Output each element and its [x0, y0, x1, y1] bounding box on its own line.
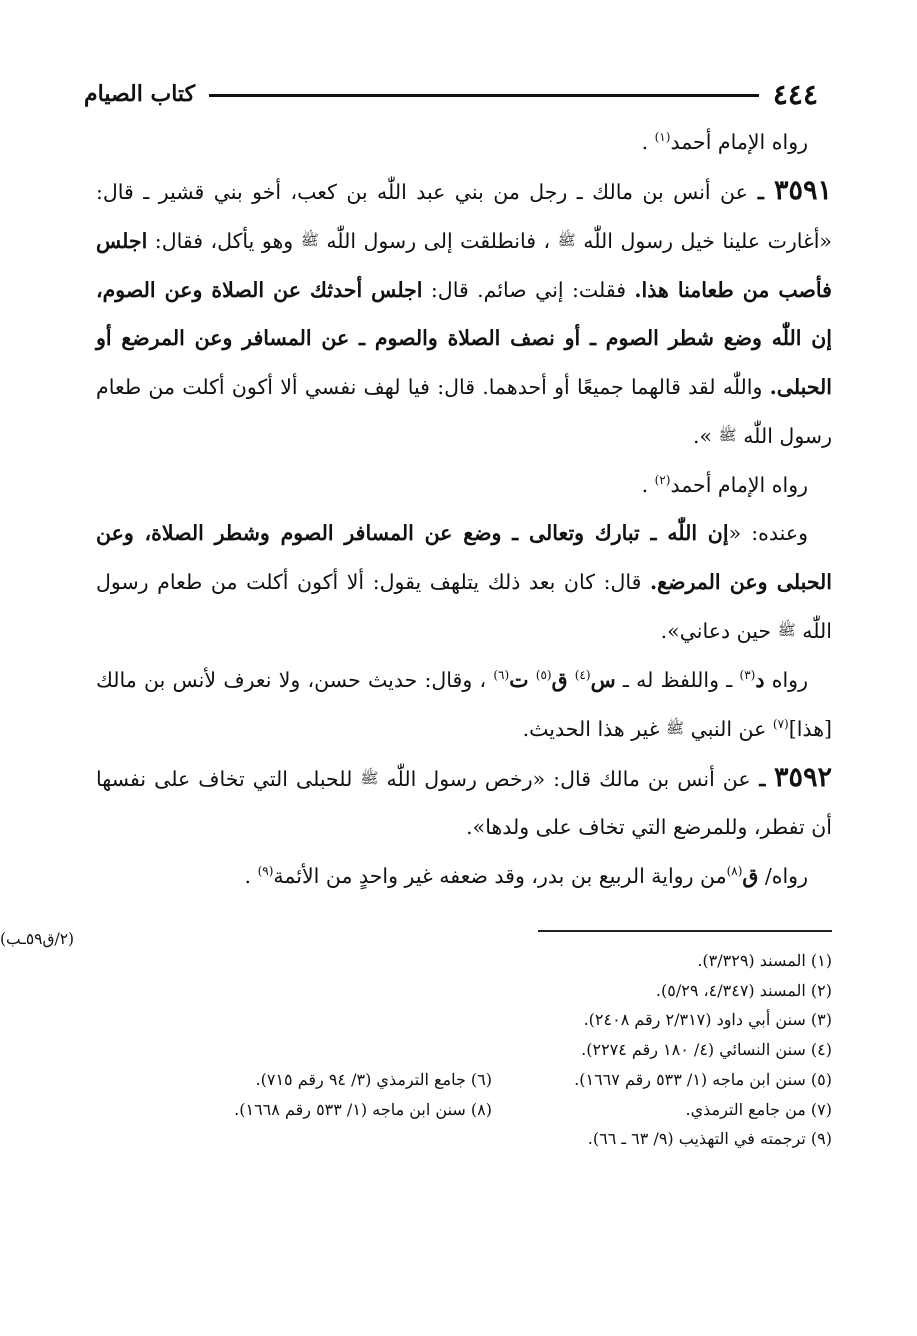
paragraph-variant — [96, 509, 832, 656]
salutation-symbol: ﷺ — [557, 231, 576, 249]
text: رواه/ — [758, 863, 808, 888]
footnote-row — [96, 1095, 832, 1125]
text: ـ واللفظ له ـ — [615, 667, 740, 692]
footnote: (٩) ترجمته في التهذيب (٩/ ٦٣ ـ ٦٦). — [587, 1129, 832, 1149]
text: قال: كان بعد ذلك يتلهف يقول: ألا أكون أكلت من طعام رسول اللّٰه — [96, 569, 832, 643]
footnote: (٦) جامع الترمذي (٣/ ٩٤ رقم ٧١٥). — [255, 1069, 492, 1089]
text: ». — [692, 424, 719, 448]
salutation-symbol: ﷺ — [360, 768, 379, 787]
source-siglum: ت — [509, 667, 529, 692]
hadith-dash: ـ — [747, 179, 774, 204]
text: واللّٰه لقد قالهما جميعًا أو أحدهما. قال: فيا لهف نفسي ألا أكون أكلت من طعام رسول اللّٰه — [96, 374, 832, 448]
source-siglum: ق — [742, 863, 759, 888]
margin-manuscript-note: (٢/ق٥٩ـب) — [0, 930, 75, 948]
text: رواه — [764, 667, 808, 692]
text: عن أنس بن مالك قال: «رخص رسول اللّٰه — [378, 766, 751, 791]
hadith-dash: ـ — [750, 766, 774, 791]
text: وعنده: « — [728, 521, 808, 545]
bold-text: اجلس فأصب من طعامنا هذا. — [96, 229, 832, 302]
text — [529, 668, 536, 692]
text: وهو يأكل، فقال: — [147, 229, 301, 253]
book-title: كتاب الصيام — [84, 81, 196, 107]
footnote-marker: (٢) — [654, 472, 671, 487]
source-siglum: س — [590, 667, 616, 692]
footnote-marker: (٣) — [739, 667, 756, 682]
text: من رواية الربيع بن بدر، وقد ضعفه غير واحدٍ من الأئمة — [273, 863, 727, 888]
salutation-symbol: ﷺ — [718, 426, 737, 444]
footnote-marker: (١) — [654, 130, 671, 145]
text: رواه الإمام أحمد — [670, 472, 808, 497]
running-header — [84, 76, 818, 112]
footnote-marker: (٨) — [726, 863, 743, 878]
footnote: (٧) من جامع الترمذي. — [685, 1099, 832, 1119]
paragraph-attribution-1 — [96, 118, 832, 167]
main-text — [96, 118, 832, 900]
text: غير هذا الحديث. — [522, 717, 666, 741]
salutation-symbol: ﷺ — [777, 621, 796, 639]
text: للحبلى التي تخاف على نفسها أن تفطر، وللمرضع التي تخاف على ولدها». — [96, 766, 832, 839]
footnote: (٣) سنن أبي داود (٢/٣١٧ رقم ٢٤٠٨). — [583, 1010, 832, 1030]
header-rule — [209, 94, 759, 97]
page-number: ٤٤٤ — [772, 77, 818, 111]
footnote-marker: (٧) — [772, 717, 789, 732]
hadith-number: ٣٥٩١ — [774, 174, 833, 206]
bold-text: اجلس أحدثك عن الصلاة وعن الصوم، إن اللّٰه وضع شطر الصوم ـ أو نصف الصلاة والصوم ـ عن المسافر وعن المرضع أو الحبلى. — [96, 277, 832, 399]
text: . — [244, 863, 258, 888]
text: رواه الإمام أحمد — [670, 130, 808, 154]
footnote-marker: (٤) — [574, 667, 591, 682]
salutation-symbol: ﷺ — [300, 231, 319, 249]
source-siglum: د — [755, 667, 765, 692]
text — [567, 668, 574, 692]
footnote: (٢) المسند (٤/٣٤٧، ٥/٢٩). — [655, 980, 832, 1000]
text: . — [641, 130, 655, 154]
footnotes — [96, 946, 832, 1154]
source-siglum: ق — [551, 667, 568, 692]
paragraph-attribution-2 — [96, 461, 832, 510]
text: ، وقال: حديث حسن، ولا نعرف لأنس بن مالك [هذا] — [96, 667, 832, 741]
footnote: (٨) سنن ابن ماجه (١/ ٥٣٣ رقم ١٦٦٨). — [234, 1099, 492, 1119]
footnote-marker: (٩) — [257, 863, 274, 878]
hadith-3592 — [96, 754, 832, 852]
salutation-symbol: ﷺ — [665, 719, 685, 737]
text: حين دعاني». — [660, 619, 778, 643]
footnote: (١) المسند (٣/٣٢٩). — [697, 951, 832, 970]
footnote: (٤) سنن النسائي (٤/ ١٨٠ رقم ٢٢٧٤). — [581, 1040, 832, 1060]
text: فقلت: إني صائم. قال: — [422, 277, 635, 302]
footnote-separator — [538, 930, 832, 932]
text: عن النبي — [684, 717, 773, 741]
text: . — [641, 472, 655, 497]
footnote: (٥) سنن ابن ماجه (١/ ٥٣٣ رقم ١٦٦٧). — [574, 1069, 832, 1089]
footnote-row — [96, 1065, 832, 1095]
text: عن أنس بن مالك ـ رجل من بني عبد اللّٰه بن كعب، أخو بني قشير ـ قال: «أغارت علينا خيل رسول اللّٰه — [96, 179, 832, 253]
text: ، فانطلقت إلى رسول اللّٰه — [318, 229, 558, 253]
bold-text: إن اللّٰه ـ تبارك وتعالى ـ وضع عن المسافر الصوم وشطر الصلاة، وعن الحبلى وعن المرضع. — [96, 521, 832, 594]
footnote-marker: (٥) — [535, 667, 552, 682]
hadith-3591 — [96, 167, 832, 461]
paragraph-attribution-3 — [96, 852, 832, 901]
paragraph-sources — [96, 656, 832, 754]
hadith-number: ٣٥٩٢ — [774, 761, 833, 793]
footnote-marker: (٦) — [493, 667, 510, 682]
